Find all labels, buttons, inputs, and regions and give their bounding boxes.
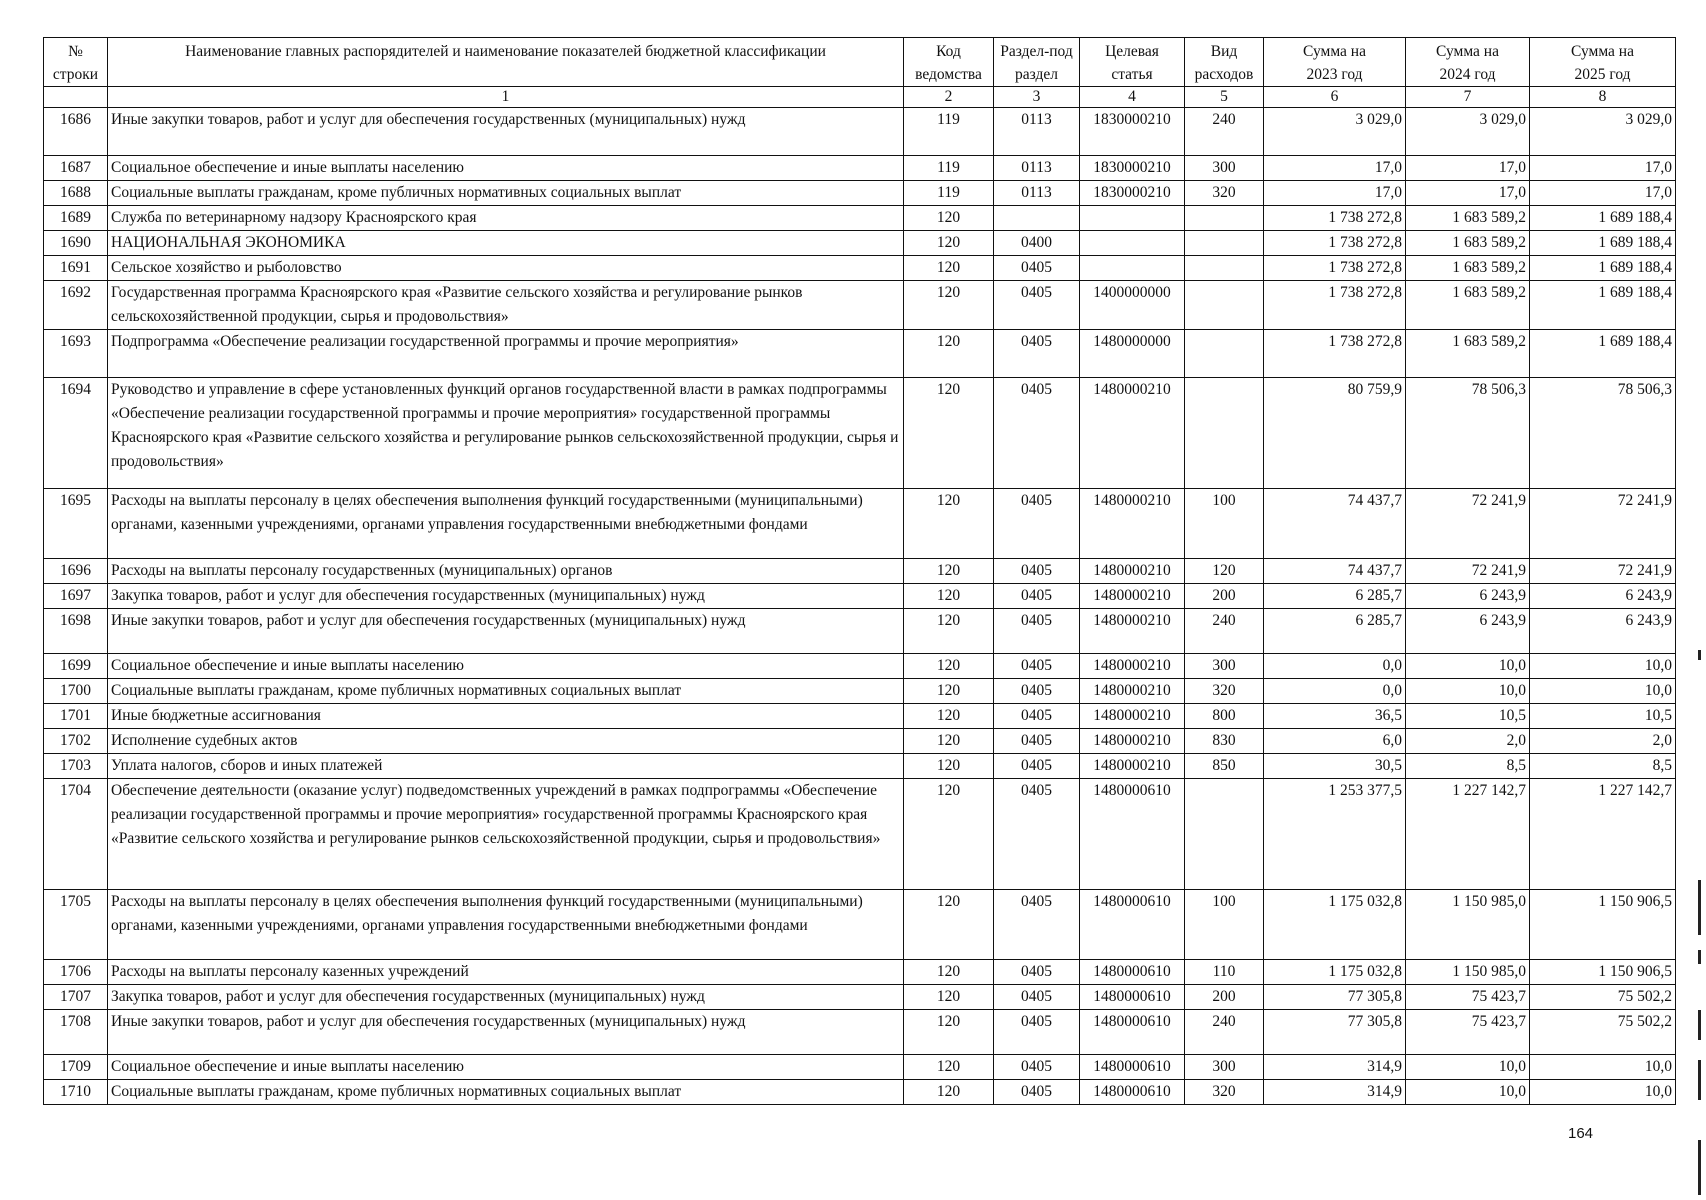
row-exp-type	[1185, 281, 1264, 330]
row-sum-2024: 10,0	[1406, 1080, 1530, 1105]
row-dept-code: 120	[904, 729, 994, 754]
row-dept-code: 120	[904, 559, 994, 584]
row-target: 1830000210	[1080, 181, 1185, 206]
row-target: 1480000610	[1080, 1010, 1185, 1055]
row-dept-code: 120	[904, 281, 994, 330]
row-sum-2025: 3 029,0	[1530, 108, 1676, 156]
row-section: 0405	[994, 1055, 1080, 1080]
row-name: Государственная программа Красноярского края «Развитие сельского хозяйства и регулирование рынков сельскохозяйственной продукции, сырья и продовольствия»	[108, 281, 904, 330]
table-row	[44, 181, 1676, 206]
row-number: 1694	[44, 378, 108, 489]
row-target: 1480000210	[1080, 559, 1185, 584]
row-section: 0405	[994, 960, 1080, 985]
row-number: 1704	[44, 779, 108, 890]
table-row	[44, 330, 1676, 378]
row-sum-2025: 1 689 188,4	[1530, 231, 1676, 256]
row-number: 1707	[44, 985, 108, 1010]
row-number: 1701	[44, 704, 108, 729]
row-target: 1480000210	[1080, 489, 1185, 559]
row-section: 0405	[994, 378, 1080, 489]
row-sum-2024: 78 506,3	[1406, 378, 1530, 489]
row-number: 1710	[44, 1080, 108, 1105]
row-target: 1480000210	[1080, 609, 1185, 654]
table-row	[44, 679, 1676, 704]
row-name: Расходы на выплаты персоналу государственных (муниципальных) органов	[108, 559, 904, 584]
row-number: 1695	[44, 489, 108, 559]
column-number: 8	[1530, 87, 1676, 108]
row-name: Социальные выплаты гражданам, кроме публичных нормативных социальных выплат	[108, 679, 904, 704]
row-name: Расходы на выплаты персоналу в целях обеспечения выполнения функций государственными (муниципальными) органами, казенными учреждениями, органами управления государственными внебюджетными фондами	[108, 890, 904, 960]
table-row	[44, 256, 1676, 281]
row-number: 1693	[44, 330, 108, 378]
row-sum-2025: 72 241,9	[1530, 559, 1676, 584]
row-section: 0405	[994, 679, 1080, 704]
header-sum-2025: Сумма на 2025 год	[1530, 38, 1676, 87]
row-name: Иные закупки товаров, работ и услуг для обеспечения государственных (муниципальных) нужд	[108, 609, 904, 654]
row-exp-type: 850	[1185, 754, 1264, 779]
row-sum-2025: 1 689 188,4	[1530, 330, 1676, 378]
row-exp-type	[1185, 378, 1264, 489]
row-target: 1480000610	[1080, 1055, 1185, 1080]
row-dept-code: 119	[904, 181, 994, 206]
table-row	[44, 704, 1676, 729]
row-number: 1697	[44, 584, 108, 609]
row-sum-2024: 72 241,9	[1406, 559, 1530, 584]
column-number: 4	[1080, 87, 1185, 108]
header-section: Раздел-подраздел	[994, 38, 1080, 87]
row-sum-2024: 17,0	[1406, 181, 1530, 206]
header-sum-2023: Сумма на 2023 год	[1264, 38, 1406, 87]
row-exp-type: 200	[1185, 985, 1264, 1010]
row-sum-2025: 72 241,9	[1530, 489, 1676, 559]
table-row	[44, 1055, 1676, 1080]
row-target: 1480000210	[1080, 584, 1185, 609]
row-name: Уплата налогов, сборов и иных платежей	[108, 754, 904, 779]
row-sum-2024: 1 683 589,2	[1406, 330, 1530, 378]
row-sum-2024: 72 241,9	[1406, 489, 1530, 559]
row-sum-2023: 1 738 272,8	[1264, 231, 1406, 256]
row-dept-code: 120	[904, 206, 994, 231]
column-number: 7	[1406, 87, 1530, 108]
row-target: 1830000210	[1080, 108, 1185, 156]
header-sum-2024: Сумма на 2024 год	[1406, 38, 1530, 87]
row-section: 0405	[994, 256, 1080, 281]
row-number: 1709	[44, 1055, 108, 1080]
row-dept-code: 120	[904, 779, 994, 890]
row-dept-code: 120	[904, 584, 994, 609]
row-sum-2023: 1 175 032,8	[1264, 960, 1406, 985]
row-sum-2024: 2,0	[1406, 729, 1530, 754]
table-row	[44, 729, 1676, 754]
row-sum-2023: 77 305,8	[1264, 1010, 1406, 1055]
row-sum-2025: 10,0	[1530, 1080, 1676, 1105]
page-number: 164	[1568, 1125, 1594, 1142]
row-dept-code: 120	[904, 489, 994, 559]
row-section: 0405	[994, 609, 1080, 654]
row-sum-2025: 2,0	[1530, 729, 1676, 754]
row-name: Иные бюджетные ассигнования	[108, 704, 904, 729]
row-dept-code: 120	[904, 378, 994, 489]
row-exp-type: 240	[1185, 108, 1264, 156]
row-dept-code: 120	[904, 330, 994, 378]
row-dept-code: 120	[904, 654, 994, 679]
table-row	[44, 779, 1676, 890]
row-sum-2024: 17,0	[1406, 156, 1530, 181]
row-target: 1480000610	[1080, 890, 1185, 960]
row-section: 0405	[994, 779, 1080, 890]
column-number: 2	[904, 87, 994, 108]
row-sum-2025: 17,0	[1530, 181, 1676, 206]
row-name: Служба по ветеринарному надзору Красноярского края	[108, 206, 904, 231]
row-number: 1687	[44, 156, 108, 181]
row-sum-2023: 1 253 377,5	[1264, 779, 1406, 890]
row-target: 1480000210	[1080, 754, 1185, 779]
row-dept-code: 119	[904, 156, 994, 181]
table-row	[44, 960, 1676, 985]
row-exp-type: 110	[1185, 960, 1264, 985]
row-section: 0405	[994, 890, 1080, 960]
row-exp-type: 320	[1185, 1080, 1264, 1105]
row-sum-2023: 314,9	[1264, 1055, 1406, 1080]
row-exp-type	[1185, 231, 1264, 256]
table-row	[44, 985, 1676, 1010]
row-dept-code: 119	[904, 108, 994, 156]
row-section: 0405	[994, 489, 1080, 559]
row-sum-2024: 8,5	[1406, 754, 1530, 779]
column-number: 6	[1264, 87, 1406, 108]
row-sum-2023: 6 285,7	[1264, 584, 1406, 609]
column-number: 3	[994, 87, 1080, 108]
header-row	[44, 38, 1676, 87]
row-sum-2023: 314,9	[1264, 1080, 1406, 1105]
row-sum-2025: 1 227 142,7	[1530, 779, 1676, 890]
table-row	[44, 1010, 1676, 1055]
column-number: 1	[108, 87, 904, 108]
row-sum-2024: 75 423,7	[1406, 985, 1530, 1010]
row-section: 0405	[994, 985, 1080, 1010]
row-sum-2023: 36,5	[1264, 704, 1406, 729]
row-section: 0405	[994, 729, 1080, 754]
column-number: 5	[1185, 87, 1264, 108]
row-number: 1691	[44, 256, 108, 281]
row-dept-code: 120	[904, 890, 994, 960]
row-target: 1480000210	[1080, 704, 1185, 729]
row-section: 0113	[994, 108, 1080, 156]
row-section: 0405	[994, 559, 1080, 584]
row-section: 0113	[994, 181, 1080, 206]
row-name: Социальное обеспечение и иные выплаты населению	[108, 1055, 904, 1080]
row-sum-2024: 10,5	[1406, 704, 1530, 729]
row-name: Обеспечение деятельности (оказание услуг) подведомственных учреждений в рамках подпрограммы «Обеспечение реализации государственной программы и прочие мероприятия» государственной программы Красноярского края «Развитие сельского хозяйства и регулирование рынков сельскохозяйственной продукции, сырья и продовольствия»	[108, 779, 904, 890]
table-body	[44, 108, 1676, 1105]
row-exp-type: 300	[1185, 1055, 1264, 1080]
row-sum-2024: 10,0	[1406, 1055, 1530, 1080]
row-sum-2023: 1 738 272,8	[1264, 281, 1406, 330]
table-row	[44, 609, 1676, 654]
row-sum-2025: 1 689 188,4	[1530, 281, 1676, 330]
header-target: Целевая статья	[1080, 38, 1185, 87]
row-section: 0405	[994, 754, 1080, 779]
row-target: 1400000000	[1080, 281, 1185, 330]
row-sum-2023: 0,0	[1264, 679, 1406, 704]
row-sum-2025: 10,0	[1530, 654, 1676, 679]
row-sum-2025: 1 689 188,4	[1530, 206, 1676, 231]
table-row	[44, 281, 1676, 330]
row-target: 1480000210	[1080, 729, 1185, 754]
row-sum-2024: 1 227 142,7	[1406, 779, 1530, 890]
row-sum-2024: 1 683 589,2	[1406, 256, 1530, 281]
row-sum-2023: 6 285,7	[1264, 609, 1406, 654]
row-sum-2025: 78 506,3	[1530, 378, 1676, 489]
row-sum-2023: 17,0	[1264, 156, 1406, 181]
row-sum-2023: 30,5	[1264, 754, 1406, 779]
row-target	[1080, 206, 1185, 231]
row-exp-type: 300	[1185, 654, 1264, 679]
row-sum-2025: 8,5	[1530, 754, 1676, 779]
table-row	[44, 754, 1676, 779]
row-sum-2024: 3 029,0	[1406, 108, 1530, 156]
row-section: 0405	[994, 654, 1080, 679]
row-sum-2024: 75 423,7	[1406, 1010, 1530, 1055]
row-sum-2023: 1 738 272,8	[1264, 256, 1406, 281]
table-row	[44, 156, 1676, 181]
row-name: Расходы на выплаты персоналу в целях обеспечения выполнения функций государственными (муниципальными) органами, казенными учреждениями, органами управления государственными внебюджетными фондами	[108, 489, 904, 559]
row-exp-type: 240	[1185, 1010, 1264, 1055]
row-sum-2024: 1 683 589,2	[1406, 281, 1530, 330]
row-exp-type	[1185, 779, 1264, 890]
row-dept-code: 120	[904, 1010, 994, 1055]
row-section: 0405	[994, 1010, 1080, 1055]
row-sum-2023: 77 305,8	[1264, 985, 1406, 1010]
row-number: 1692	[44, 281, 108, 330]
row-sum-2024: 6 243,9	[1406, 584, 1530, 609]
row-number: 1696	[44, 559, 108, 584]
row-dept-code: 120	[904, 985, 994, 1010]
table-row	[44, 206, 1676, 231]
row-name: Сельское хозяйство и рыболовство	[108, 256, 904, 281]
table-row	[44, 489, 1676, 559]
row-sum-2025: 6 243,9	[1530, 584, 1676, 609]
row-dept-code: 120	[904, 231, 994, 256]
row-target: 1480000610	[1080, 985, 1185, 1010]
row-name: НАЦИОНАЛЬНАЯ ЭКОНОМИКА	[108, 231, 904, 256]
budget-table	[43, 37, 1676, 1105]
row-sum-2024: 1 150 985,0	[1406, 960, 1530, 985]
table-row	[44, 654, 1676, 679]
row-number: 1699	[44, 654, 108, 679]
row-number: 1690	[44, 231, 108, 256]
header-row-no: № строки	[44, 38, 108, 87]
row-exp-type	[1185, 206, 1264, 231]
row-sum-2023: 1 738 272,8	[1264, 206, 1406, 231]
row-sum-2023: 80 759,9	[1264, 378, 1406, 489]
header-name: Наименование главных распорядителей и наименование показателей бюджетной классификации	[108, 38, 904, 87]
row-sum-2025: 10,5	[1530, 704, 1676, 729]
row-section: 0400	[994, 231, 1080, 256]
row-target	[1080, 231, 1185, 256]
row-exp-type: 830	[1185, 729, 1264, 754]
row-number: 1705	[44, 890, 108, 960]
row-dept-code: 120	[904, 1055, 994, 1080]
row-name: Исполнение судебных актов	[108, 729, 904, 754]
row-name: Иные закупки товаров, работ и услуг для обеспечения государственных (муниципальных) нужд	[108, 1010, 904, 1055]
row-target: 1480000210	[1080, 378, 1185, 489]
row-number: 1703	[44, 754, 108, 779]
table-row	[44, 378, 1676, 489]
row-sum-2024: 10,0	[1406, 679, 1530, 704]
header-exp-type: Вид расходов	[1185, 38, 1264, 87]
row-section: 0405	[994, 584, 1080, 609]
row-number: 1702	[44, 729, 108, 754]
row-sum-2025: 17,0	[1530, 156, 1676, 181]
row-number: 1698	[44, 609, 108, 654]
row-sum-2025: 10,0	[1530, 679, 1676, 704]
row-section	[994, 206, 1080, 231]
row-dept-code: 120	[904, 960, 994, 985]
row-section: 0113	[994, 156, 1080, 181]
row-exp-type	[1185, 256, 1264, 281]
row-target: 1480000210	[1080, 679, 1185, 704]
table-row	[44, 1080, 1676, 1105]
row-name: Социальные выплаты гражданам, кроме публичных нормативных социальных выплат	[108, 181, 904, 206]
column-number	[44, 87, 108, 108]
header-dept-code: Код ведомства	[904, 38, 994, 87]
row-name: Подпрограмма «Обеспечение реализации государственной программы и прочие мероприятия»	[108, 330, 904, 378]
row-sum-2023: 74 437,7	[1264, 489, 1406, 559]
row-exp-type: 120	[1185, 559, 1264, 584]
row-target: 1480000000	[1080, 330, 1185, 378]
row-sum-2023: 3 029,0	[1264, 108, 1406, 156]
row-target: 1480000210	[1080, 654, 1185, 679]
row-name: Социальные выплаты гражданам, кроме публичных нормативных социальных выплат	[108, 1080, 904, 1105]
row-name: Руководство и управление в сфере установленных функций органов государственной власти в рамках подпрограммы «Обеспечение реализации государственной программы и прочие мероприятия» государственной программы Красноярского края «Развитие сельского хозяйства и регулирование рынков сельскохозяйственной продукции, сырья и продовольствия»	[108, 378, 904, 489]
row-exp-type: 320	[1185, 181, 1264, 206]
row-exp-type: 240	[1185, 609, 1264, 654]
row-exp-type	[1185, 330, 1264, 378]
row-number: 1689	[44, 206, 108, 231]
row-section: 0405	[994, 1080, 1080, 1105]
row-exp-type: 100	[1185, 890, 1264, 960]
row-sum-2023: 1 175 032,8	[1264, 890, 1406, 960]
table-row	[44, 231, 1676, 256]
row-sum-2025: 6 243,9	[1530, 609, 1676, 654]
row-sum-2024: 6 243,9	[1406, 609, 1530, 654]
row-target: 1480000610	[1080, 779, 1185, 890]
row-name: Расходы на выплаты персоналу казенных учреждений	[108, 960, 904, 985]
row-sum-2023: 1 738 272,8	[1264, 330, 1406, 378]
row-sum-2024: 10,0	[1406, 654, 1530, 679]
row-section: 0405	[994, 704, 1080, 729]
row-name: Социальное обеспечение и иные выплаты населению	[108, 156, 904, 181]
row-number: 1700	[44, 679, 108, 704]
row-sum-2025: 75 502,2	[1530, 985, 1676, 1010]
table-row	[44, 890, 1676, 960]
row-sum-2025: 75 502,2	[1530, 1010, 1676, 1055]
row-sum-2025: 1 150 906,5	[1530, 960, 1676, 985]
row-sum-2025: 1 689 188,4	[1530, 256, 1676, 281]
row-name: Закупка товаров, работ и услуг для обеспечения государственных (муниципальных) нужд	[108, 985, 904, 1010]
row-dept-code: 120	[904, 1080, 994, 1105]
scan-edge-marks	[1698, 0, 1706, 1200]
row-exp-type: 320	[1185, 679, 1264, 704]
row-name: Иные закупки товаров, работ и услуг для обеспечения государственных (муниципальных) нужд	[108, 108, 904, 156]
table-row	[44, 559, 1676, 584]
row-exp-type: 200	[1185, 584, 1264, 609]
row-section: 0405	[994, 330, 1080, 378]
row-section: 0405	[994, 281, 1080, 330]
row-target: 1830000210	[1080, 156, 1185, 181]
row-number: 1686	[44, 108, 108, 156]
row-sum-2023: 74 437,7	[1264, 559, 1406, 584]
row-sum-2024: 1 150 985,0	[1406, 890, 1530, 960]
row-target: 1480000610	[1080, 960, 1185, 985]
table-row	[44, 584, 1676, 609]
row-target	[1080, 256, 1185, 281]
row-number: 1688	[44, 181, 108, 206]
row-exp-type: 300	[1185, 156, 1264, 181]
row-dept-code: 120	[904, 609, 994, 654]
row-sum-2025: 10,0	[1530, 1055, 1676, 1080]
row-exp-type: 800	[1185, 704, 1264, 729]
row-sum-2023: 6,0	[1264, 729, 1406, 754]
row-target: 1480000610	[1080, 1080, 1185, 1105]
row-sum-2025: 1 150 906,5	[1530, 890, 1676, 960]
row-dept-code: 120	[904, 679, 994, 704]
row-number: 1706	[44, 960, 108, 985]
row-dept-code: 120	[904, 704, 994, 729]
row-sum-2023: 17,0	[1264, 181, 1406, 206]
row-name: Закупка товаров, работ и услуг для обеспечения государственных (муниципальных) нужд	[108, 584, 904, 609]
row-sum-2024: 1 683 589,2	[1406, 206, 1530, 231]
row-dept-code: 120	[904, 754, 994, 779]
budget-sheet	[43, 37, 1676, 1105]
row-name: Социальное обеспечение и иные выплаты населению	[108, 654, 904, 679]
row-dept-code: 120	[904, 256, 994, 281]
row-sum-2024: 1 683 589,2	[1406, 231, 1530, 256]
row-number: 1708	[44, 1010, 108, 1055]
row-sum-2023: 0,0	[1264, 654, 1406, 679]
column-numbers-row	[44, 87, 1676, 108]
row-exp-type: 100	[1185, 489, 1264, 559]
table-row	[44, 108, 1676, 156]
